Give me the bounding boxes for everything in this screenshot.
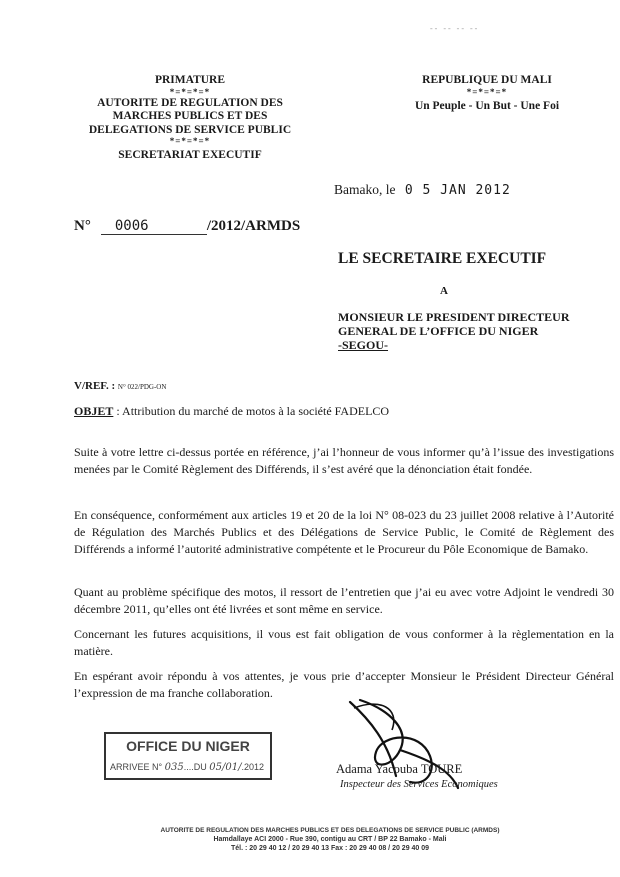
date-stamp: 0 5 JAN 2012 <box>404 183 511 198</box>
to-word: A <box>440 285 448 297</box>
separator-stars: *=*=*=* <box>169 136 211 146</box>
letter-date <box>334 182 511 198</box>
reference-label: N° <box>74 218 91 234</box>
primature-label: PRIMATURE <box>154 74 226 86</box>
authority-line-1: AUTORITE DE REGULATION DES <box>97 96 283 109</box>
paragraph-5: En espérant avoir répondu à vos attentes, je vous prie d’accepter Monsieur le Président Directeur Général l’expression de ma franche collaboration. <box>74 669 614 700</box>
date-prefix: Bamako, le <box>334 182 396 197</box>
authority-line-2: MARCHES PUBLICS ET DES <box>112 110 268 122</box>
stamp-title: OFFICE DU NIGER <box>126 738 250 754</box>
vref-label: V/REF. : <box>74 380 116 392</box>
top-scan-mark: -- -- -- -- <box>430 24 480 33</box>
vref-value: N° 022/PDG-ON <box>117 383 167 391</box>
recipient-line-2: GENERAL DE L’OFFICE DU NIGER <box>338 324 539 338</box>
signatory-name: Adama Yacouba TOURE <box>336 762 463 776</box>
recipient-block <box>338 310 598 352</box>
objet-line <box>74 404 389 419</box>
paragraph-3: Quant au problème spécifique des motos, il ressort de l’entretien que j’ai eu avec votre Adjoint le vendredi 30 décembre 2011, qu’elles ont été livrées et sont même en service. <box>74 585 614 616</box>
reference-number <box>74 218 300 235</box>
national-motto: Un Peuple - Un But - Une Foi <box>414 99 560 112</box>
office-du-niger-stamp <box>104 732 272 780</box>
secretariat-label: SECRETARIAT EXECUTIF <box>118 149 262 161</box>
letterhead-footer <box>100 826 560 853</box>
header-right <box>392 74 582 113</box>
arrival-number: 035 <box>164 762 184 773</box>
stamp-arrival-line: ARRIVEE N° 035....DU 05/01/.2012 <box>110 762 264 773</box>
separator-stars: *=*=*=* <box>466 86 508 97</box>
footer-line-3: Tél. : 20 29 40 12 / 20 29 40 13 Fax : 20 29 40 08 / 20 29 40 09 <box>230 845 430 852</box>
signatory-title: Inspecteur des Services Economiques <box>340 779 498 790</box>
header-left <box>70 74 310 163</box>
arrival-date: 05/01/ <box>209 762 242 773</box>
arrival-year: 2012 <box>243 762 264 772</box>
objet-text: : Attribution du marché de motos à la société FADELCO <box>113 404 390 418</box>
reference-suffix: /2012/ARMDS <box>206 218 301 234</box>
paragraph-4: Concernant les futures acquisitions, il vous est fait obligation de vous conformer à la règlementation en la matière. <box>74 627 614 658</box>
paragraph-2: En conséquence, conformément aux articles 19 et 20 de la loi N° 08-023 du 23 juillet 2008 relative à l’Autorité de Régulation des Marchés Publics et des Délégations de Service Public, le Comité de Règlement des Différends a informé l’autorité administrative compétente et le Procureur du Pôle Economique de Bamako. <box>74 508 614 556</box>
separator-stars: *=*=*=* <box>169 86 211 97</box>
objet-label: OBJET <box>74 404 114 418</box>
sender: LE SECRETAIRE EXECUTIF <box>338 250 547 267</box>
republic-label: REPUBLIQUE DU MALI <box>422 74 552 86</box>
du-label: DU <box>193 762 207 772</box>
authority-line-3: DELEGATIONS DE SERVICE PUBLIC <box>88 123 292 136</box>
recipient-line-1: MONSIEUR LE PRESIDENT DIRECTEUR <box>338 310 570 324</box>
reference-value: 0006 <box>101 219 207 235</box>
footer-line-2: Hamdallaye ACI 2000 - Rue 390, contigu au CRT / BP 22 Bamako - Mali <box>213 836 447 843</box>
arrival-label: ARRIVEE N° <box>110 762 163 772</box>
footer-line-1: AUTORITE DE REGULATION DES MARCHES PUBLICS ET DES DELEGATIONS DE SERVICE PUBLIC (ARMDS) <box>160 827 500 834</box>
vref-line <box>74 380 166 392</box>
recipient-city: -SEGOU- <box>338 338 389 352</box>
paragraph-1: Suite à votre lettre ci-dessus portée en référence, j’ai l’honneur de vous informer qu’à l’issue des investigations menées par le Comité Règlement des Différends, il s’est avéré que la dénonciation était fondée. <box>74 445 614 476</box>
